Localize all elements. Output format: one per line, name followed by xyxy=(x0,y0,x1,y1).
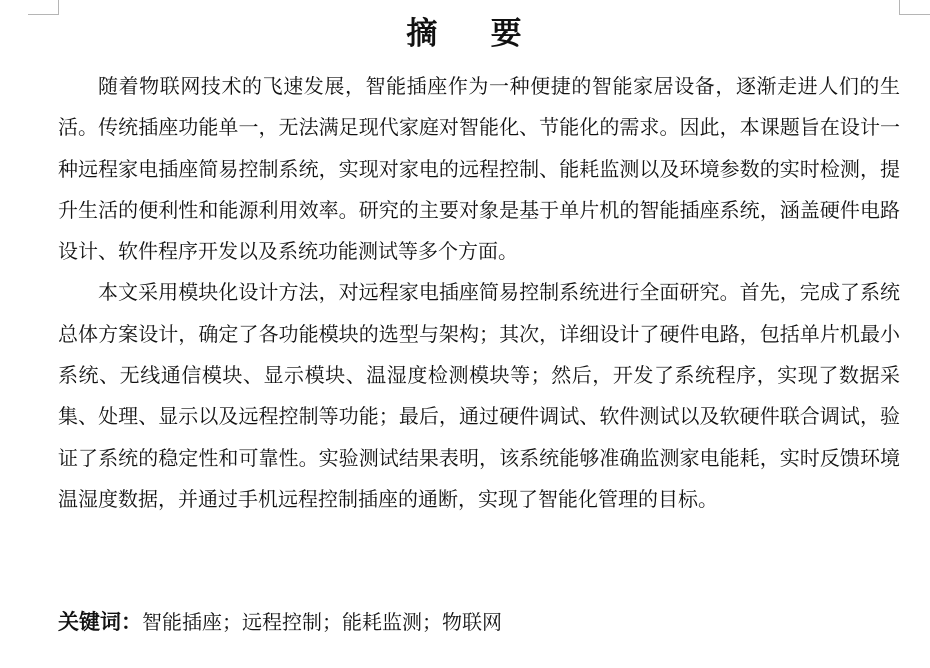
abstract-title: 摘 要 xyxy=(406,16,524,52)
keywords-label: 关键词： xyxy=(58,610,142,634)
keywords-line xyxy=(58,602,900,643)
keywords-text: 智能插座；远程控制；能耗监测；物联网 xyxy=(142,610,502,634)
abstract-body xyxy=(58,66,900,520)
abstract-paragraph-1: 随着物联网技术的飞速发展，智能插座作为一种便捷的智能家居设备，逐渐走进人们的生活。传统插座功能单一，无法满足现代家庭对智能化、节能化的需求。因此，本课题旨在设计一种远程家电插座简易控制系统，实现对家电的远程控制、能耗监测以及环境参数的实时检测，提升生活的便利性和能源利用效率。研究的主要对象是基于单片机的智能插座系统，涵盖硬件电路设计、软件程序开发以及系统功能测试等多个方面。 xyxy=(58,74,900,264)
abstract-paragraph-2: 本文采用模块化设计方法，对远程家电插座简易控制系统进行全面研究。首先，完成了系统总体方案设计，确定了各功能模块的选型与架构；其次，详细设计了硬件电路，包括单片机最小系统、无线通信模块、显示模块、温湿度检测模块等；然后，开发了系统程序，实现了数据采集、处理、显示以及远程控制等功能；最后，通过硬件调试、软件测试以及软硬件联合调试，验证了系统的稳定性和可靠性。实验测试结果表明，该系统能够准确监测家电能耗，实时反馈环境温湿度数据，并通过手机远程控制插座的通断，实现了智能化管理的目标。 xyxy=(58,280,900,511)
